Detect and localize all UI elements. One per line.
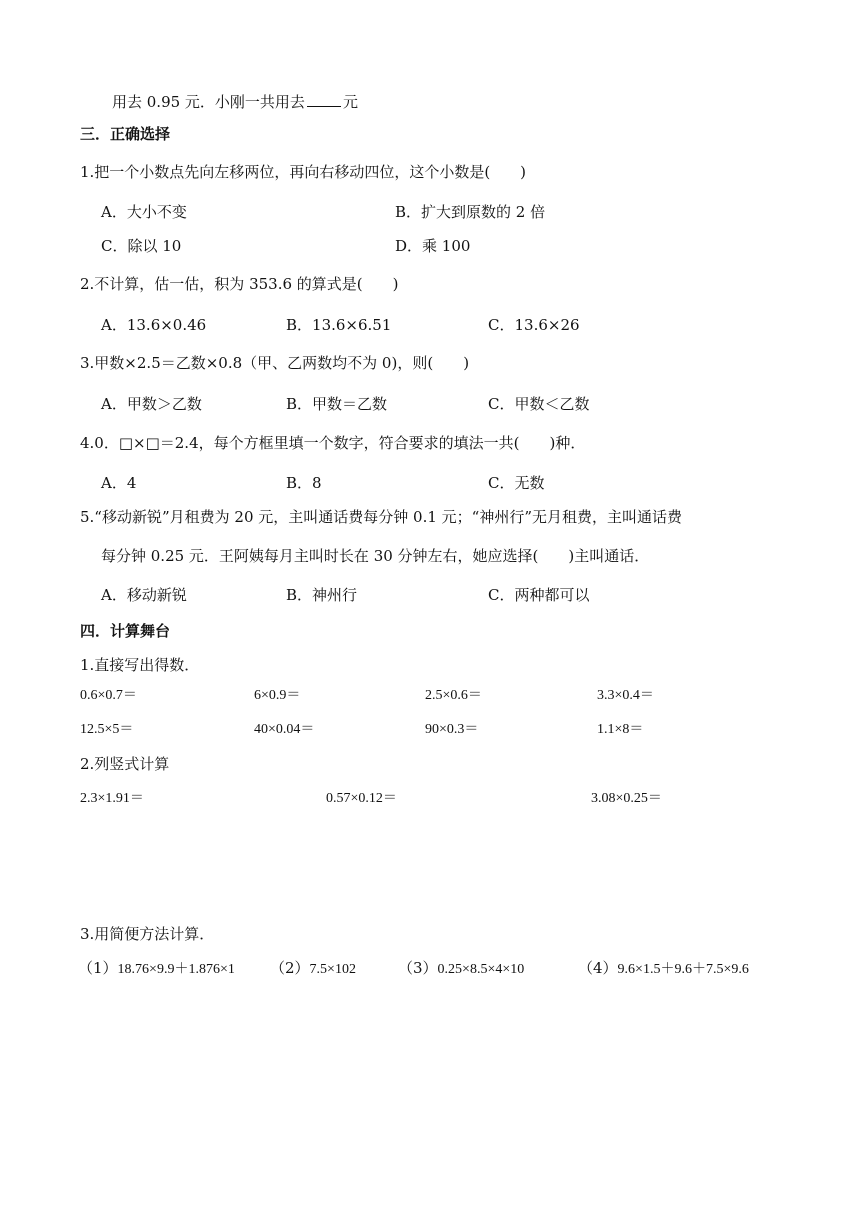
vertical-calc-3: 3.08×0.25＝ [591, 791, 662, 806]
q5-option-c[interactable]: C．两种都可以 [488, 586, 590, 604]
q3-option-c[interactable]: C．甲数＜乙数 [488, 395, 590, 413]
q2-option-a[interactable]: A．13.6×0.46 [101, 316, 207, 334]
q5-stem-line2: 每分钟 0.25 元．王阿姨每月主叫时长在 30 分钟左右，她应选择( )主叫通话． [101, 547, 650, 565]
q1-option-b[interactable]: B．扩大到原数的 2 倍 [395, 203, 546, 221]
q3-option-a[interactable]: A．甲数＞乙数 [101, 395, 202, 413]
section-3-title: 三．正确选择 [80, 125, 171, 143]
q4-option-c[interactable]: C．无数 [488, 474, 545, 492]
q1-option-a[interactable]: A．大小不变 [101, 203, 187, 221]
q5-option-a[interactable]: A．移动新锐 [101, 586, 187, 604]
answer-blank[interactable] [307, 91, 341, 107]
q2-option-c[interactable]: C．13.6×26 [488, 316, 580, 334]
part1-title: 1.直接写出得数． [80, 656, 200, 674]
prev-question-tail: 用去 0.95 元．小刚一共用去 元 [112, 93, 358, 111]
calc-1-4: 3.3×0.4＝ [597, 688, 654, 703]
vertical-calc-2: 0.57×0.12＝ [326, 791, 397, 806]
calc-2-2: 40×0.04＝ [254, 722, 315, 737]
q4-option-a[interactable]: A．4 [101, 474, 137, 492]
simplify-3: （3）0.25×8.5×4×10 [398, 959, 525, 977]
calc-1-1: 0.6×0.7＝ [80, 688, 137, 703]
part3-title: 3.用简便方法计算． [80, 925, 215, 943]
calc-2-3: 90×0.3＝ [425, 722, 479, 737]
simplify-4: （4）9.6×1.5＋9.6＋7.5×9.6 [578, 959, 749, 977]
q3-option-b[interactable]: B．甲数＝乙数 [286, 395, 388, 413]
q4-option-b[interactable]: B．8 [286, 474, 322, 492]
q2-stem: 2.不计算，估一估，积为 353.6 的算式是( ) [80, 275, 399, 293]
part2-title: 2.列竖式计算 [80, 755, 170, 773]
vertical-calc-1: 2.3×1.91＝ [80, 791, 144, 806]
section-4-title: 四．计算舞台 [80, 622, 171, 640]
calc-1-3: 2.5×0.6＝ [425, 688, 482, 703]
q4-stem: 4.0．□×□＝2.4，每个方框里填一个数字，符合要求的填法一共( )种． [80, 434, 586, 452]
calc-2-1: 12.5×5＝ [80, 722, 134, 737]
q3-stem: 3.甲数×2.5＝乙数×0.8（甲、乙两数均不为 0)，则( ) [80, 354, 470, 372]
q1-option-c[interactable]: C．除以 10 [101, 237, 182, 255]
q5-stem-line1: 5.“移动新锐”月租费为 20 元，主叫通话费每分钟 0.1 元；“神州行”无月租费，主叫通话费 [80, 508, 683, 526]
calc-1-2: 6×0.9＝ [254, 688, 301, 703]
q2-option-b[interactable]: B．13.6×6.51 [286, 316, 392, 334]
simplify-1: （1）18.76×9.9＋1.876×1 [78, 959, 235, 977]
q1-stem: 1.把一个小数点先向左移两位，再向右移动四位，这个小数是( ) [80, 163, 527, 181]
simplify-2: （2）7.5×102 [270, 959, 356, 977]
q1-option-d[interactable]: D．乘 100 [395, 237, 471, 255]
calc-2-4: 1.1×8＝ [597, 722, 644, 737]
q5-option-b[interactable]: B．神州行 [286, 586, 358, 604]
